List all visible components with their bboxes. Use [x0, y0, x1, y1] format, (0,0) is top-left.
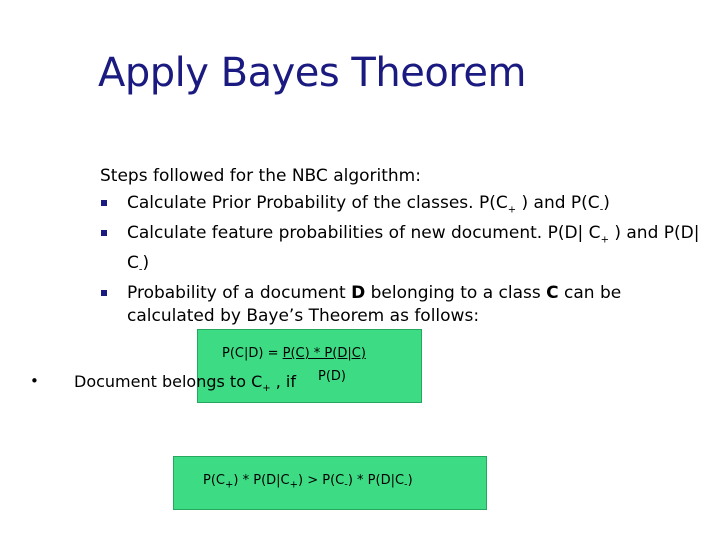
- document-bullet: •: [30, 372, 39, 390]
- steps-list: [100, 192, 700, 329]
- list-item: Calculate Prior Probability of the classes. $P(C_+$ ) and $P(C_-)$: [100, 192, 700, 221]
- formula-numerator: P(C) * P(D|C): [282, 346, 366, 361]
- square-bullet-icon: [101, 200, 107, 206]
- document-condition-text: Document belongs to $C_+$ , if: [74, 372, 296, 395]
- intro-text: Steps followed for the NBC algorithm:: [100, 166, 421, 186]
- comparison-formula: $P(C_+) * P(D|C_+) > P(C_-) * P(D|C_-)$: [203, 473, 413, 491]
- slide-title: Apply Bayes Theorem: [98, 50, 526, 96]
- bayes-formula: P(C|D) = P(C) * P(D|C): [222, 346, 366, 361]
- square-bullet-icon: [101, 290, 107, 296]
- list-item: Calculate feature probabilities of new document. P(D| $C_+$ ) and P(D| $C_-$): [100, 222, 700, 281]
- list-item: Probability of a document D belonging to a class C can be calculated by Baye’s Theorem as follows:: [100, 282, 700, 328]
- formula-denominator: P(D): [318, 369, 346, 384]
- square-bullet-icon: [101, 230, 107, 236]
